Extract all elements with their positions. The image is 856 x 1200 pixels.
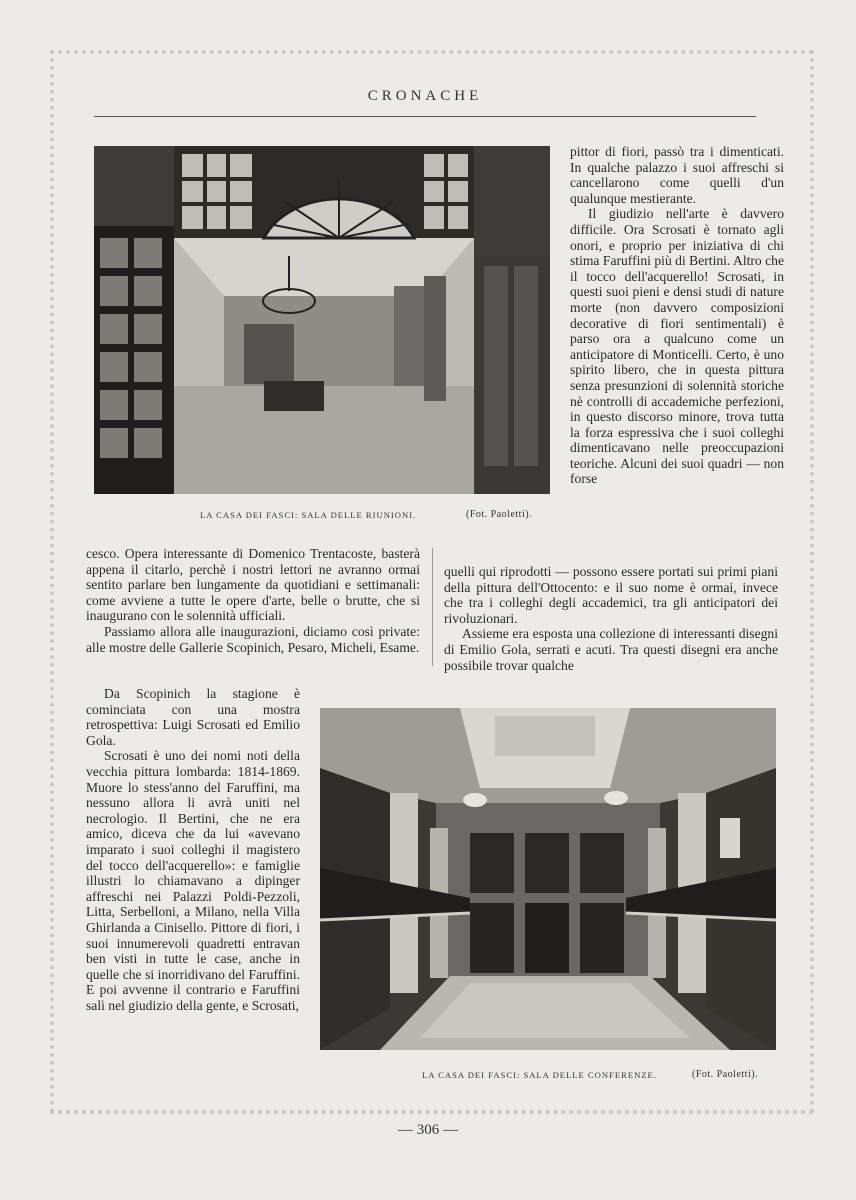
paragraph: cesco. Opera interessante di Domenico Trentacoste, basterà appena il citarlo, perchè i nostri lettori ne avranno ormai sentito parlare ben lungamente da quotidiani e settimanali: come avviene a tutte le opere d'arte, belle o brutte, che si inaugurano con le solennità ufficiali.	[86, 546, 420, 624]
paragraph: pittor di fiori, passò tra i dimenticati. In qualche palazzo i suoi affreschi si cancellarono come quelli d'un qualunque mestierante.	[570, 144, 784, 206]
paragraph: Scrosati è uno dei nomi noti della vecchia pittura lombarda: 1814-1869. Muore lo stess'anno del Faruffini, ma nessuno allora li avrà uniti nel necrologio. Il Bertini, che ne era amico, diceva che da lui «avevano imparato i suoi colleghi il magistero del tocco dell'acquerello»: e famiglie illustri lo chiamavano a dipinger affreschi nei Palazzi Poldi-Pezzoli, Litta, Serbelloni, a Milano, nella Villa Ghirlanda a Cinisello. Pittore di fiori, i suoi innumerevoli quadretti entravan ben visti in tutte le case, anche in quelle che si inorridivano del Faruffini. E poi avvenne il contrario e Faruffini salì nel giudizio della gente, e Scrosati,	[86, 748, 300, 1013]
photo2-caption-text: LA CASA DEI FASCI: SALA DELLE CONFERENZE.	[422, 1070, 657, 1080]
photo1-credit	[466, 509, 532, 520]
photo1-caption-text: LA CASA DEI FASCI: SALA DELLE RIUNIONI.	[200, 510, 417, 520]
photo1-credit-text: (Fot. Paoletti).	[466, 509, 533, 520]
left-column-bottom-text	[86, 686, 300, 1013]
paragraph: Assieme era esposta una collezione di interessanti disegni di Emilio Gola, serrati e acuti. Tra questi disegni era anche possibile trovar qualche	[444, 626, 778, 673]
paragraph: Da Scopinich la stagione è cominciata con una mostra retrospettiva: Luigi Scrosati ed Emilio Gola.	[86, 686, 300, 748]
paragraph: Passiamo allora alle inaugurazioni, diciamo così private: alle mostre delle Gallerie Scopinich, Pesaro, Micheli, Esame.	[86, 623, 420, 655]
paragraph: Il giudizio nell'arte è davvero difficile. Ora Scrosati è tornato agli onori, e proprio per iniziativa di chi stima Faruffini più di Bertini. Altro che il tocco dell'acquerello! Scrosati, in questi suoi pieni e densi studi di nature morte (non davvero composizioni decorative di fiori sentimentali) è parso ora a qualcuno come un anticipatore di Monticelli. Certo, è uno spirito libero, che in questa pittura senza presunzioni di solennità storiche nè controlli di accademiche perfezioni, in questo discorso minore, trova tutta la forza espressiva che i suoi colleghi dimenticavano nelle preoccupazioni teoriche. Alcuni dei suoi quadri — non forse	[570, 206, 784, 487]
photo-sala-conferenze	[320, 708, 776, 1050]
photo-sala-riunioni-image	[94, 146, 550, 494]
left-column-middle-text	[86, 546, 420, 655]
photo2-credit	[692, 1069, 758, 1080]
photo1-caption	[200, 510, 416, 520]
paragraph: quelli qui riprodotti — possono essere portati sui primi piani della pittura dell'Ottocento: e il suo nome è ormai, invece che tra i colleghi degli accademici, tra gli anticipatori dei rivoluzionari.	[444, 564, 778, 626]
photo-sala-conferenze-image	[320, 708, 776, 1050]
right-column-top-text	[570, 144, 784, 487]
page-number: — 306 —	[398, 1122, 458, 1138]
column-divider	[432, 548, 433, 666]
photo2-credit-text: (Fot. Paoletti).	[692, 1069, 759, 1080]
header-rule	[94, 116, 756, 117]
right-column-middle-text	[444, 564, 778, 673]
photo-sala-riunioni	[94, 146, 550, 494]
photo2-caption	[422, 1070, 657, 1080]
page-header: CRONACHE	[367, 88, 483, 104]
